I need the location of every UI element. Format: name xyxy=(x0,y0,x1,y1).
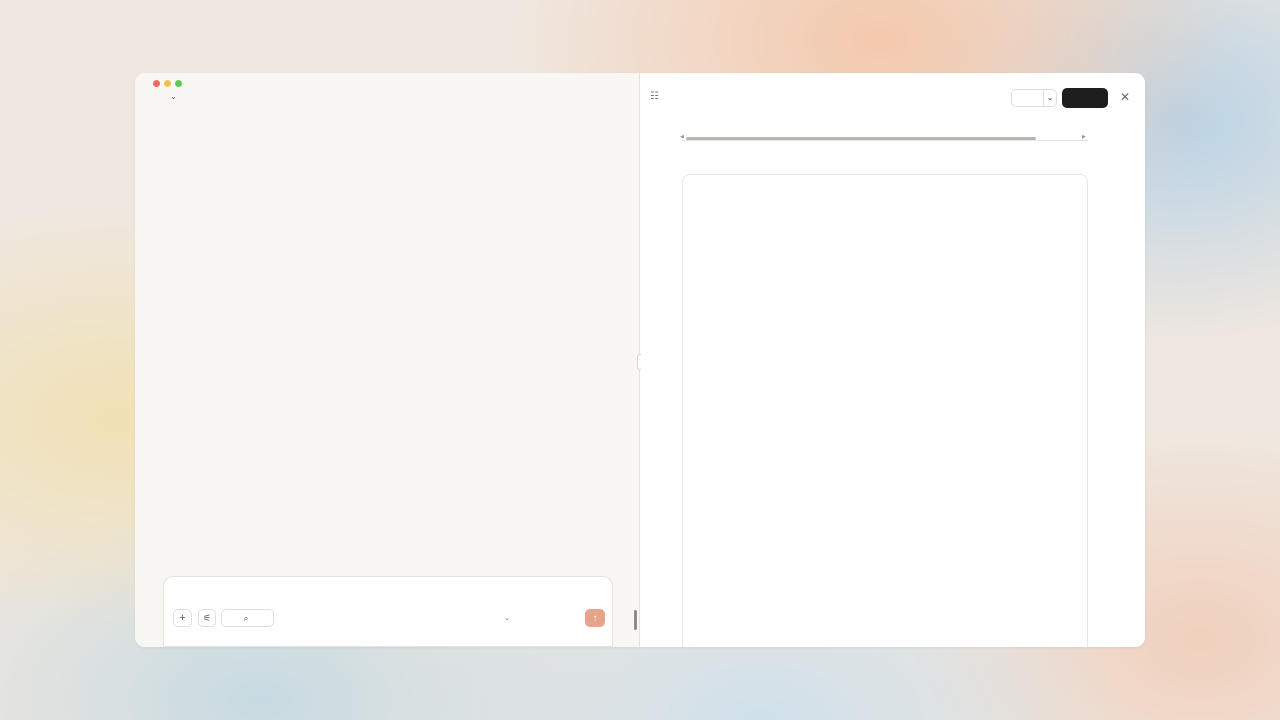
close-artifact-icon[interactable]: ✕ xyxy=(1120,90,1131,104)
chevron-down-icon: ⌄ xyxy=(170,92,177,101)
close-window-button[interactable] xyxy=(153,80,160,87)
plus-icon: + xyxy=(179,612,186,624)
chat-panel xyxy=(135,73,640,647)
chevron-down-icon: ⌄ xyxy=(504,614,510,622)
previous-code-block xyxy=(682,111,1088,141)
conversation-title-dropdown[interactable] xyxy=(166,92,177,101)
reply-composer[interactable] xyxy=(163,576,613,647)
send-button[interactable] xyxy=(585,609,605,627)
window-controls xyxy=(153,80,182,87)
minimize-window-button[interactable] xyxy=(164,80,171,87)
chat-scrollbar[interactable] xyxy=(634,610,637,630)
maximize-window-button[interactable] xyxy=(175,80,182,87)
app-window xyxy=(135,73,1145,647)
arrow-up-icon: ↑ xyxy=(592,612,598,624)
copy-options-chevron-icon[interactable]: ⌄ xyxy=(1047,95,1053,102)
tools-button[interactable] xyxy=(198,609,216,627)
model-selector[interactable] xyxy=(504,612,510,622)
search-icon: ⌕ xyxy=(243,612,249,623)
scroll-left-arrow-icon[interactable]: ◀ xyxy=(680,134,684,140)
artifact-panel xyxy=(641,73,1145,647)
chat-message xyxy=(178,111,598,565)
scroll-right-arrow-icon[interactable]: ▶ xyxy=(1082,134,1086,140)
copy-button-group[interactable] xyxy=(1011,89,1057,107)
table-of-contents-icon[interactable]: ☷ xyxy=(650,91,659,102)
research-button[interactable] xyxy=(221,609,274,627)
sliders-icon: ⚟ xyxy=(202,612,212,623)
code-block xyxy=(682,174,1088,647)
horizontal-scrollbar[interactable] xyxy=(686,137,1036,140)
publish-button[interactable] xyxy=(1062,88,1108,108)
add-attachment-button[interactable] xyxy=(173,609,192,627)
